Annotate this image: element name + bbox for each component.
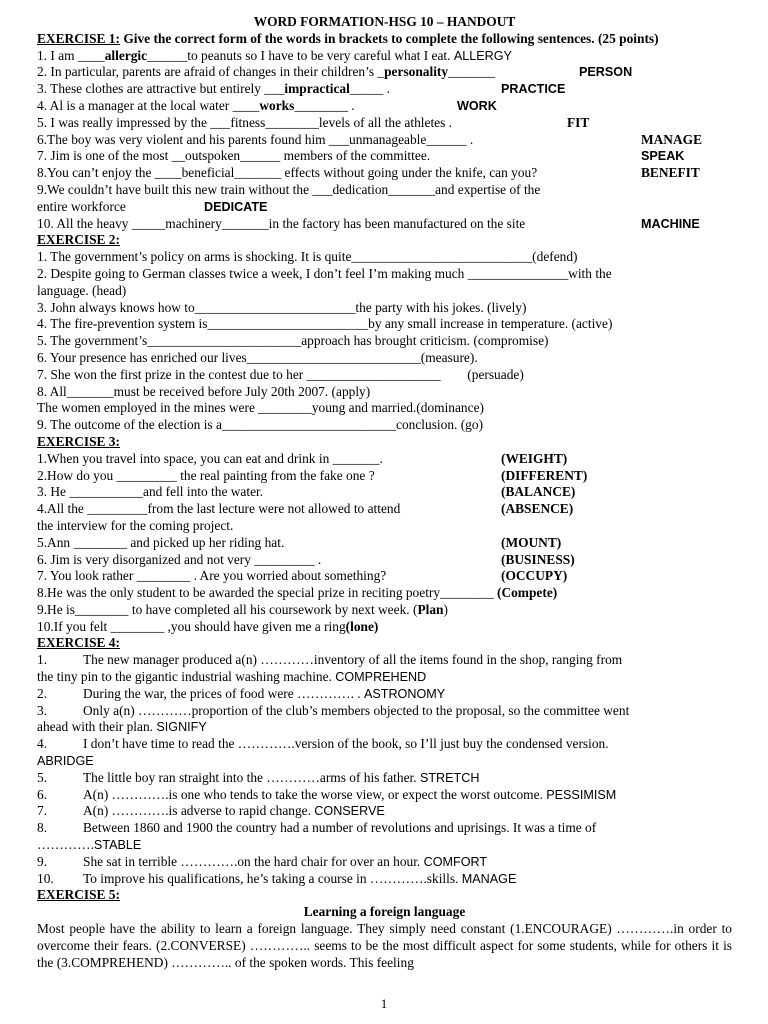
ex3-keyword: (MOUNT)	[501, 534, 562, 550]
ex1-item-text: 2. In particular, parents are afraid of changes in their children’s _	[37, 64, 385, 80]
ex4-item-text: During the war, the prices of food were …………. .	[83, 685, 364, 701]
ex4-item-1	[37, 652, 732, 669]
ex4-item-text: Only a(n) …………proportion of the club’s members objected to the proposal, so the committee went	[83, 702, 630, 718]
ex2-line: 9. The outcome of the election is a__________________________conclusion. (go)	[37, 417, 484, 433]
ex1-keyword: MANAGE	[641, 131, 702, 147]
ex4-item-text: The new manager produced a(n) …………inventory of all the items found in the shop, ranging from	[83, 652, 623, 668]
ex2-line: 4. The fire-prevention system is________________________by any small increase in temperature. (active)	[37, 316, 613, 332]
ex1-item-text: ________ .	[294, 97, 355, 113]
ex4-item-8-cont	[37, 837, 732, 854]
ex1-item-9: 9.We couldn’t have built this new train without the ___dedication_______and expertise of the	[37, 181, 541, 197]
ex4-keyword: PESSIMISM	[546, 787, 617, 802]
ex4-keyword: MANAGE	[461, 871, 517, 886]
exercise-2-label: EXERCISE 2:	[37, 232, 120, 248]
ex4-number: 4.	[37, 736, 48, 752]
ex3-keyword: Plan	[417, 601, 444, 617]
ex3-item-2	[37, 468, 732, 485]
ex1-item-text: 7. Jim is one of the most __outspoken______ members of the committee.	[37, 148, 431, 164]
ex3-item-text: 7. You look rather ________ . Are you worried about something?	[37, 568, 387, 584]
ex4-item-text: ahead with their plan.	[37, 719, 154, 735]
exercise-1-label: EXERCISE 1:	[37, 30, 120, 46]
ex2-line: 2. Despite going to German classes twice a week, I don’t feel I’m making much _______________with the	[37, 265, 612, 281]
ex1-item-text: entire workforce	[37, 198, 126, 214]
ex1-item-text: 1. I am ____	[37, 47, 105, 63]
ex1-keyword: FIT	[567, 114, 590, 130]
ex4-number: 6.	[37, 786, 48, 802]
ex4-number: 2.	[37, 685, 48, 701]
ex1-item-text: 4. Al is a manager at the local water ____	[37, 97, 260, 113]
ex1-item-text: _______	[448, 64, 495, 80]
ex2-line: 5. The government’s_______________________approach has brought criticism. (compromise)	[37, 333, 549, 349]
ex4-item-text: I don’t have time to read the ………….version of the book, so I’ll just buy the condensed version.	[83, 736, 609, 752]
ex4-item-text: A(n) ………….is one who tends to take the worse view, or expect the worst outcome.	[83, 786, 547, 802]
ex1-item-text: 10. All the heavy _____machinery_______in the factory has been manufactured on the site	[37, 215, 526, 231]
ex4-keyword: STRETCH	[419, 770, 480, 785]
ex3-item-1	[37, 451, 732, 468]
ex3-keyword: (OCCUPY)	[501, 568, 568, 584]
ex1-item-5	[37, 115, 732, 132]
ex4-keyword: COMFORT	[423, 854, 488, 869]
passage-paragraph: Most people have the ability to learn a foreign language. They simply need constant (1.ENCOURAGE) ………….in order to overcome their fears. (2.CONVERSE) ………….. seems to be the most difficult aspect for some students, while for others it is the (3.COMPREHEND) ………….. of the spoken words. This feeling	[37, 921, 732, 970]
ex4-item-text: ………….	[37, 837, 94, 853]
ex3-keyword: (BALANCE)	[501, 484, 576, 500]
ex1-item-8	[37, 165, 732, 182]
ex4-keyword: CONSERVE	[314, 804, 385, 819]
ex4-number: 7.	[37, 803, 48, 819]
ex1-item-3	[37, 81, 732, 98]
ex1-answer: personality	[384, 64, 449, 80]
ex3-keyword: (Compete)	[496, 585, 558, 601]
exercise-4-label: EXERCISE 4:	[37, 635, 120, 651]
ex1-item-4	[37, 98, 732, 115]
ex1-item-text: 5. I was really impressed by the ___fitness________levels of all the athletes .	[37, 114, 453, 130]
ex1-keyword: BENEFIT	[641, 165, 700, 181]
ex3-item-8	[37, 585, 732, 602]
ex1-item-1	[37, 48, 732, 65]
ex3-keyword: (BUSINESS)	[501, 551, 575, 567]
ex3-item-text: )	[443, 601, 448, 617]
passage-title: Learning a foreign language	[303, 904, 466, 920]
exercise-5-label: EXERCISE 5:	[37, 887, 120, 903]
ex4-item-text: Between 1860 and 1900 the country had a number of revolutions and uprisings. It was a time of	[83, 820, 597, 836]
ex1-keyword: PERSON	[579, 65, 633, 80]
ex1-answer: works	[259, 97, 295, 113]
ex1-keyword: MACHINE	[641, 216, 700, 231]
ex1-item-10	[37, 216, 732, 233]
ex4-keyword: ASTRONOMY	[363, 686, 446, 701]
ex1-keyword: PRACTICE	[501, 82, 566, 97]
ex3-item-6	[37, 552, 732, 569]
ex3-item-3	[37, 484, 732, 501]
ex3-item-7	[37, 568, 732, 585]
ex4-number: 10.	[37, 870, 54, 886]
ex3-item-text: 3. He ___________and fell into the water.	[37, 484, 264, 500]
ex3-keyword: (lone)	[345, 618, 379, 634]
ex3-item-text: 9.He is________ to have completed all his coursework by next week. (	[37, 601, 418, 617]
ex3-item-10	[37, 619, 732, 636]
ex4-item-text: the tiny pin to the gigantic industrial washing machine.	[37, 669, 332, 685]
ex3-item-text: 10.If you felt ________ ,you should have given me a ring	[37, 618, 346, 634]
ex4-keyword: STABLE	[93, 838, 142, 853]
ex4-item-3-cont	[37, 719, 732, 736]
ex4-item-7	[37, 803, 732, 820]
ex4-keyword: SIGNIFY	[156, 720, 207, 735]
ex1-item-7	[37, 148, 732, 165]
ex2-line: language. (head)	[37, 282, 127, 298]
ex4-keyword: COMPREHEND	[335, 670, 427, 685]
ex4-number: 1.	[37, 652, 48, 668]
ex4-item-text: To improve his qualifications, he’s taking a course in ………….skills.	[83, 870, 462, 886]
ex1-item-text: 3. These clothes are attractive but entirely ___	[37, 81, 285, 97]
ex2-line: The women employed in the mines were ________young and married.(dominance)	[37, 400, 484, 416]
ex4-item-9	[37, 854, 732, 871]
ex3-item-text: 1.When you travel into space, you can eat and drink in _______.	[37, 450, 383, 466]
ex4-item-text: She sat in terrible ………….on the hard chair for over an hour.	[83, 853, 424, 869]
ex1-keyword: ALLERGY	[453, 48, 512, 63]
ex3-item-text: 5.Ann ________ and picked up her riding hat.	[37, 534, 285, 550]
ex2-line: 3. John always knows how to________________________the party with his jokes. (lively)	[37, 299, 527, 315]
ex4-item-1-cont	[37, 669, 732, 686]
ex4-item-5	[37, 770, 732, 787]
document-title: WORD FORMATION-HSG 10 – HANDOUT	[253, 14, 516, 29]
ex4-number: 5.	[37, 769, 48, 785]
ex3-item-text: 8.He was the only student to be awarded the special prize in reciting poetry________	[37, 585, 497, 601]
ex4-item-4	[37, 736, 732, 753]
ex4-number: 3.	[37, 702, 48, 718]
ex1-item-2	[37, 64, 732, 81]
page-number: 1	[380, 996, 388, 1011]
ex2-line: 7. She won the first prize in the contest due to her ____________________ (persuade)	[37, 366, 524, 382]
ex3-item-text: 4.All the _________from the last lecture were not allowed to attend	[37, 501, 401, 517]
ex4-item-text: A(n) ………….is adverse to rapid change.	[83, 803, 315, 819]
ex4-item-text: The little boy ran straight into the …………arms of his father.	[83, 769, 420, 785]
ex1-item-text: 6.The boy was very violent and his parents found him ___unmanageable______ .	[37, 131, 474, 147]
ex4-item-10	[37, 871, 732, 888]
exercise-1-heading	[37, 31, 732, 48]
ex4-number: 8.	[37, 820, 48, 836]
ex4-item-4-cont	[37, 753, 732, 770]
ex3-item-text: 2.How do you _________ the real painting from the fake one ?	[37, 467, 375, 483]
ex3-item-9	[37, 602, 732, 619]
ex1-item-9-cont	[37, 199, 732, 216]
ex3-keyword: (WEIGHT)	[501, 450, 568, 466]
ex4-number: 9.	[37, 853, 48, 869]
ex1-keyword: DEDICATE	[204, 199, 268, 214]
ex1-keyword: SPEAK	[641, 149, 685, 164]
ex3-item-4	[37, 501, 732, 518]
ex3-keyword: (DIFFERENT)	[501, 467, 588, 483]
ex2-line: 6. Your presence has enriched our lives__________________________(measure).	[37, 349, 478, 365]
exercise-3-label: EXERCISE 3:	[37, 433, 120, 449]
ex1-answer: allergic	[104, 47, 148, 63]
ex3-keyword: (ABSENCE)	[501, 501, 574, 517]
ex2-line: 8. All_______must be received before July 20th 2007. (apply)	[37, 383, 371, 399]
ex1-item-6	[37, 132, 732, 149]
ex2-line: 1. The government’s policy on arms is shocking. It is quite___________________________(defend)	[37, 249, 578, 265]
ex4-item-3	[37, 703, 732, 720]
ex3-item-4-cont: the interview for the coming project.	[37, 517, 234, 533]
ex3-item-5	[37, 535, 732, 552]
ex4-item-8	[37, 820, 732, 837]
ex1-answer: impractical	[284, 81, 350, 97]
ex1-item-text: ______to peanuts so I have to be very careful what I eat.	[147, 47, 451, 63]
ex1-keyword: WORK	[457, 98, 497, 113]
ex4-keyword: ABRIDGE	[37, 754, 94, 769]
exercise-1-instruction: Give the correct form of the words in brackets to complete the following sentences. (25 points)	[119, 30, 659, 46]
ex3-item-text: 6. Jim is very disorganized and not very _________ .	[37, 551, 322, 567]
ex4-item-6	[37, 787, 732, 804]
ex1-item-text: _____ .	[349, 81, 391, 97]
ex4-item-2	[37, 686, 732, 703]
ex1-item-text: 8.You can’t enjoy the ____beneficial_______ effects without going under the knife, can you?	[37, 165, 538, 181]
